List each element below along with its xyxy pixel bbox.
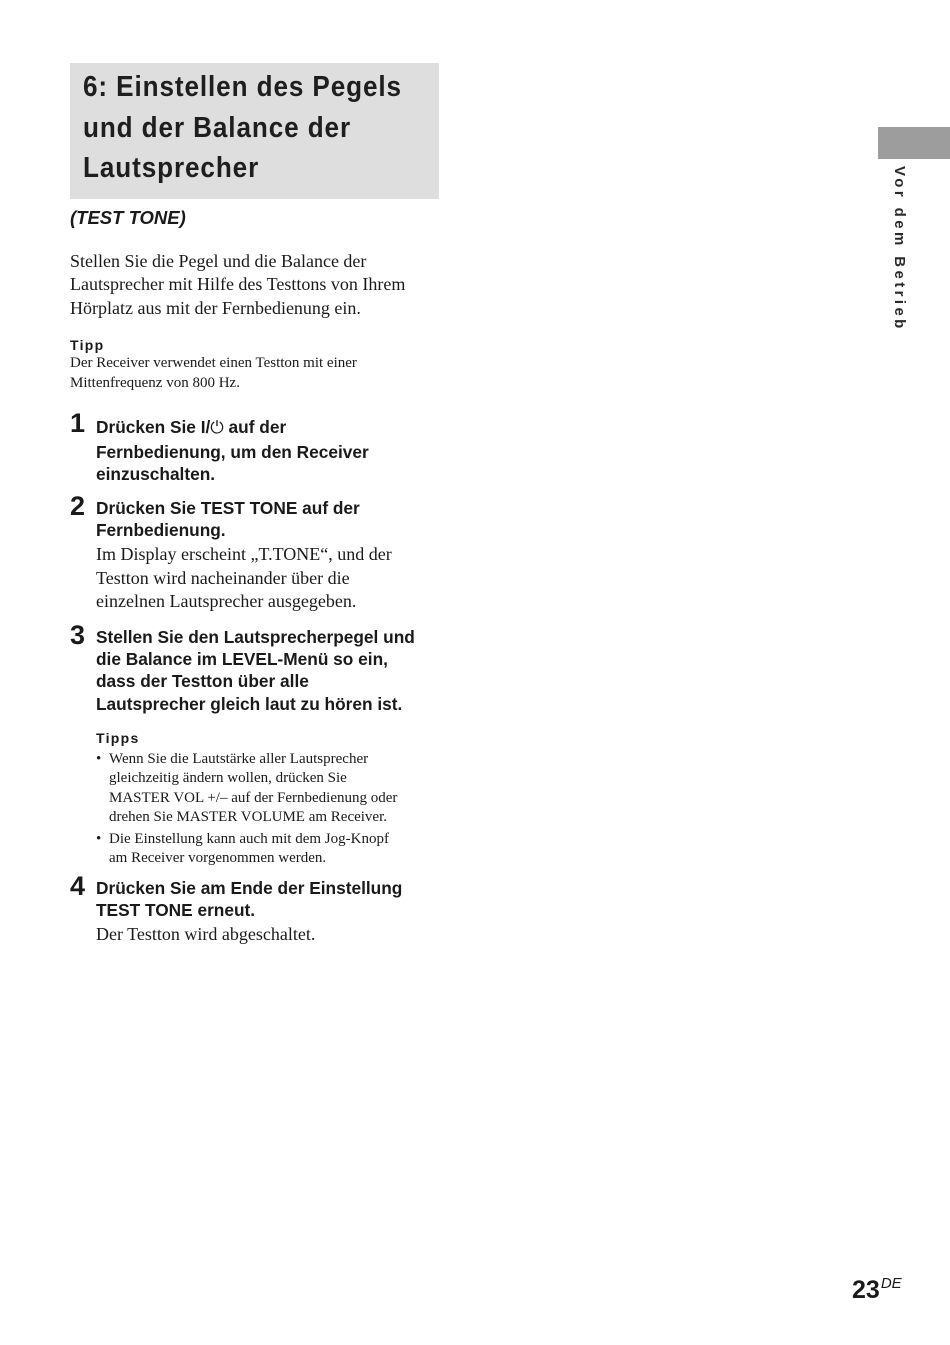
tips-list-item: [96, 830, 450, 869]
section-title-box: [70, 63, 439, 199]
chapter-tab-marker: [878, 127, 950, 159]
step-instruction-line: Lautsprecher gleich laut zu hören ist.: [96, 693, 403, 714]
step-description-line: einzelnen Lautsprecher ausgegeben.: [96, 591, 357, 611]
tip-line: Der Receiver verwendet einen Testton mit einer: [70, 355, 357, 371]
step-description: [96, 543, 450, 613]
step-number: 4: [70, 871, 86, 901]
step-description-line: Der Testton wird abgeschaltet.: [96, 924, 316, 945]
tip-line: Wenn Sie die Lautstärke aller Lautsprecher: [109, 750, 369, 767]
step-1: [70, 408, 450, 485]
tip-line: am Receiver vorgenommen werden.: [109, 850, 327, 867]
tips-heading: Tipps: [96, 729, 140, 746]
tip-line: MASTER VOL +/– auf der Fernbedienung oder: [109, 789, 398, 806]
intro-line: Hörplatz aus mit der Fernbedienung ein.: [70, 297, 361, 318]
step-instruction-line: [96, 414, 450, 441]
step-text-part: Drücken Sie I/: [96, 417, 211, 437]
bullet-icon: •: [96, 830, 102, 847]
step-instruction-line: Fernbedienung.: [96, 520, 226, 541]
step-4: [70, 871, 450, 947]
tip-block: [70, 336, 450, 393]
power-icon: ⏻: [210, 418, 224, 438]
step-instruction-line: einzuschalten.: [96, 464, 216, 485]
step-2: [70, 491, 450, 613]
intro-line: Stellen Sie die Pegel und die Balance der: [70, 251, 367, 271]
step-instruction-line: Drücken Sie TEST TONE auf der: [96, 498, 360, 518]
section-title-line: und der Balance der: [83, 111, 352, 144]
bullet-icon: •: [96, 750, 102, 767]
tip-line: drehen Sie MASTER VOLUME am Receiver.: [109, 809, 388, 826]
tips-list-item: [96, 750, 450, 828]
intro-paragraph: [70, 250, 450, 320]
step-number: 3: [70, 620, 86, 650]
step-instruction-line: Stellen Sie den Lautsprecherpegel und: [96, 627, 415, 647]
step-instruction-line: Fernbedienung, um den Receiver: [96, 442, 369, 462]
step-instruction-line: die Balance im LEVEL-Menü so ein,: [96, 649, 388, 670]
page-language-suffix: DE: [880, 1275, 902, 1292]
tip-line: Die Einstellung kann auch mit dem Jog-Knopf: [109, 830, 389, 847]
tip-line: gleichzeitig ändern wollen, drücken Sie: [109, 770, 347, 787]
tips-list: [96, 750, 450, 869]
page-number-value: 23: [852, 1276, 880, 1304]
step-description-line: Testton wird nacheinander über die: [96, 567, 350, 588]
step-description-line: Im Display erscheint „T.TONE“, und der: [96, 544, 392, 565]
step-description: [96, 923, 450, 946]
intro-line: Lautsprecher mit Hilfe des Testtons von Ihrem: [70, 274, 406, 295]
step-number: 2: [70, 491, 86, 521]
page-number: [852, 1268, 902, 1306]
step-text-part: auf der: [223, 417, 287, 437]
chapter-side-label: Vor dem Betrieb: [891, 166, 908, 332]
step-number: 1: [70, 408, 86, 438]
step-3: [70, 620, 450, 871]
step-instruction-line: dass der Testton über alle: [96, 671, 309, 692]
step-instruction-line: TEST TONE erneut.: [96, 900, 256, 921]
section-subtitle: (TEST TONE): [70, 207, 186, 228]
section-title-line: 6: Einstellen des Pegels: [83, 71, 402, 103]
section-title-line: Lautsprecher: [83, 152, 260, 184]
tip-heading: Tipp: [70, 337, 105, 353]
step-instruction-line: Drücken Sie am Ende der Einstellung: [96, 878, 403, 898]
tip-line: Mittenfrequenz von 800 Hz.: [70, 374, 240, 391]
